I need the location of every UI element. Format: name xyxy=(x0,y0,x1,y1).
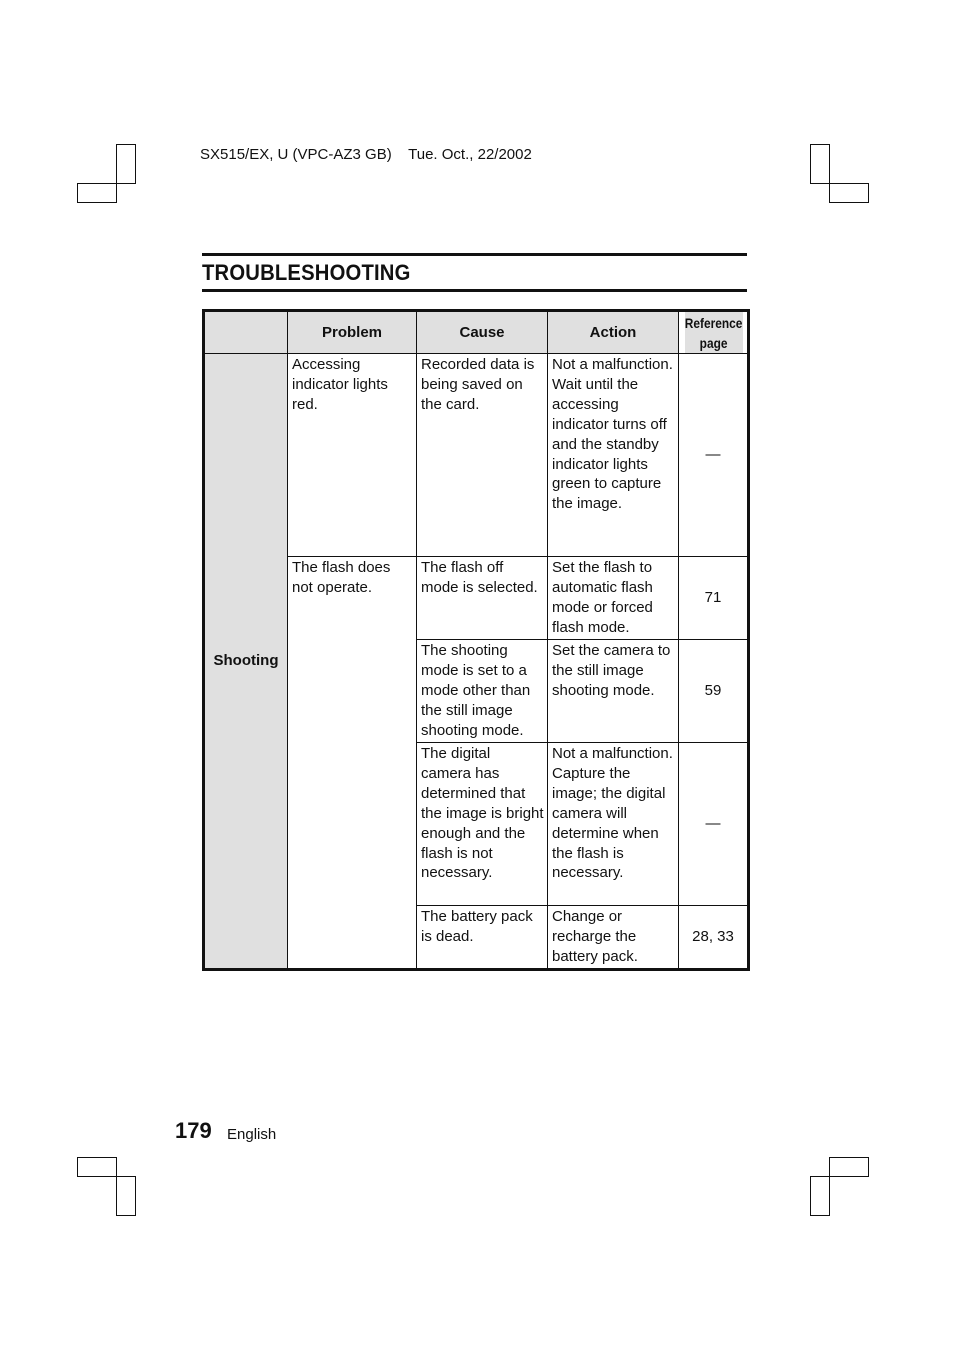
table-header-row xyxy=(204,311,749,354)
action-cell: Set the flash to automatic flash mode or forced flash mode. xyxy=(548,557,679,640)
cause-cell: The shooting mode is set to a mode other than the still image shooting mode. xyxy=(417,640,548,743)
crop-mark-bottom-right-horizontal xyxy=(829,1157,869,1177)
crop-mark-top-right-vertical xyxy=(810,144,830,184)
title-rule-top xyxy=(202,253,747,256)
reference-cell: 28, 33 xyxy=(679,906,749,970)
reference-cell: 59 xyxy=(679,640,749,743)
crop-mark-bottom-left-horizontal xyxy=(77,1157,117,1177)
cause-cell: The battery pack is dead. xyxy=(417,906,548,970)
print-header xyxy=(200,146,532,163)
action-cell: Not a malfunction. Wait until the accessing indicator turns off and the standby indicator lights green to capture the image. xyxy=(548,354,679,557)
print-header-date: Tue. Oct., 22/2002 xyxy=(408,146,532,163)
print-header-model: SX515/EX, U (VPC-AZ3 GB) xyxy=(200,146,392,163)
cause-cell: Recorded data is being saved on the card. xyxy=(417,354,548,557)
action-cell: Change or recharge the battery pack. xyxy=(548,906,679,970)
header-reference-line1: Reference xyxy=(684,314,742,331)
table-row xyxy=(204,354,749,557)
crop-mark-top-right-horizontal xyxy=(829,183,869,203)
page-title: TROUBLESHOOTING xyxy=(202,260,411,285)
header-category xyxy=(204,311,288,354)
crop-mark-bottom-left-vertical xyxy=(116,1176,136,1216)
problem-cell: Accessing indicator lights red. xyxy=(288,354,417,557)
header-reference-line2: page xyxy=(699,334,727,351)
header-problem: Problem xyxy=(288,311,417,354)
action-cell: Not a malfunction. Capture the image; the digital camera will determine when the flash is necessary. xyxy=(548,743,679,906)
crop-mark-top-left-vertical xyxy=(116,144,136,184)
page-number: 179 xyxy=(175,1118,212,1143)
category-cell: Shooting xyxy=(204,354,288,970)
problem-cell: The flash does not operate. xyxy=(288,557,417,970)
action-cell: Set the camera to the still image shooting mode. xyxy=(548,640,679,743)
reference-cell: 71 xyxy=(679,557,749,640)
crop-mark-top-left-horizontal xyxy=(77,183,117,203)
cause-cell: The flash off mode is selected. xyxy=(417,557,548,640)
header-reference-page xyxy=(684,311,744,354)
crop-mark-bottom-right-vertical xyxy=(810,1176,830,1216)
language-label: English xyxy=(227,1126,277,1143)
reference-cell: — xyxy=(679,354,749,557)
header-action: Action xyxy=(548,311,679,354)
cause-cell: The digital camera has determined that the image is bright enough and the flash is not necessary. xyxy=(417,743,548,906)
troubleshooting-table xyxy=(202,309,750,971)
header-cause: Cause xyxy=(417,311,548,354)
title-rule-bottom xyxy=(202,289,747,292)
reference-cell: — xyxy=(679,743,749,906)
